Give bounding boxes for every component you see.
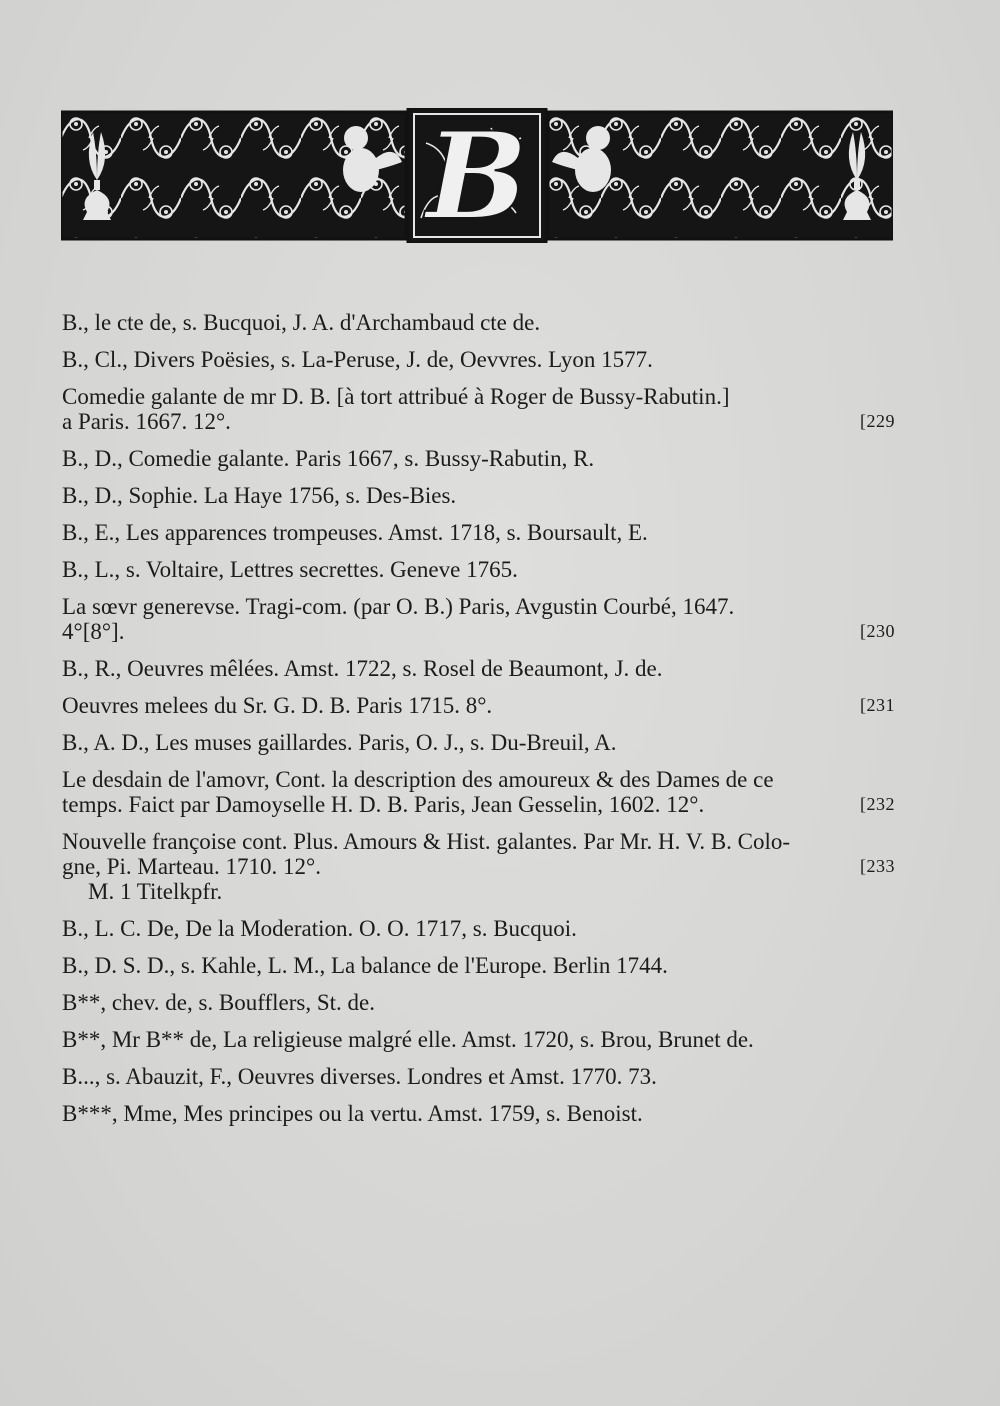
entry-line: 4°[8°]. [62, 619, 125, 644]
bibliography-entry [62, 557, 892, 582]
bibliography-entry [62, 730, 892, 755]
entry-line: Le desdain de l'amovr, Cont. la description des amoureux & des Dames de ce [62, 767, 774, 792]
entry-line: B., R., Oeuvres mêlées. Amst. 1722, s. Rosel de Beaumont, J. de. [62, 656, 663, 681]
entry-line: temps. Faict par Damoyselle H. D. B. Paris, Jean Gesselin, 1602. 12°. [62, 792, 705, 817]
entry-line: B**, chev. de, s. Boufflers, St. de. [62, 990, 376, 1015]
entry-line: B**, Mr B** de, La religieuse malgré elle. Amst. 1720, s. Brou, Brunet de. [62, 1027, 754, 1052]
bibliography-entry [62, 446, 892, 471]
bibliography-entry [62, 916, 892, 941]
entry-line: B., D. S. D., s. Kahle, L. M., La balance de l'Europe. Berlin 1744. [62, 953, 668, 978]
initial-letter: B [426, 108, 528, 243]
bibliography-entry [62, 1101, 892, 1126]
bibliography-entry [62, 767, 895, 817]
entry-reference-number: [229 [860, 411, 895, 431]
entry-line: B., L. C. De, De la Moderation. O. O. 1717, s. Bucquoi. [62, 916, 577, 941]
bibliography-entry [62, 829, 895, 904]
entry-line: Comedie galante de mr D. B. [à tort attribué à Roger de Bussy-Rabutin.] [62, 384, 730, 409]
entry-line: Nouvelle françoise cont. Plus. Amours & Hist. galantes. Par Mr. H. V. B. Colo- [62, 829, 791, 854]
bibliography-entry [62, 594, 895, 644]
bibliography-entry [62, 347, 892, 372]
entry-line: B..., s. Abauzit, F., Oeuvres diverses. Londres et Amst. 1770. 73. [62, 1064, 657, 1089]
entry-line: B., D., Sophie. La Haye 1756, s. Des-Bies. [62, 483, 457, 508]
bibliography-entry [62, 310, 892, 335]
ornamental-header-banner [61, 108, 893, 243]
entry-reference-number: [233 [860, 856, 895, 876]
bibliography-entry [62, 1064, 892, 1089]
bibliography-entry [62, 1027, 892, 1052]
bibliography-entry [62, 520, 892, 545]
bibliography-entry [62, 483, 892, 508]
floral-cherub-banner-icon [61, 108, 893, 243]
entry-line: B., E., Les apparences trompeuses. Amst. 1718, s. Boursault, E. [62, 520, 648, 545]
entry-line: B., D., Comedie galante. Paris 1667, s. Bussy-Rabutin, R. [62, 446, 595, 471]
entry-reference-number: [231 [860, 695, 895, 715]
bibliography-entry [62, 693, 895, 718]
entry-reference-number: [232 [860, 794, 895, 814]
entry-line: a Paris. 1667. 12°. [62, 409, 231, 434]
bibliography-entry [62, 656, 892, 681]
entry-line: B., A. D., Les muses gaillardes. Paris, O. J., s. Du-Breuil, A. [62, 730, 617, 755]
entry-reference-number: [230 [860, 621, 895, 641]
entry-line: Oeuvres melees du Sr. G. D. B. Paris 1715. 8°. [62, 693, 493, 718]
entry-line: B., Cl., Divers Poësies, s. La-Peruse, J. de, Oevvres. Lyon 1577. [62, 347, 653, 372]
entry-line: B., le cte de, s. Bucquoi, J. A. d'Archambaud cte de. [62, 310, 541, 335]
entry-line: gne, Pi. Marteau. 1710. 12°. [62, 854, 321, 879]
entry-line: La sœvr generevse. Tragi-com. (par O. B.) Paris, Avgustin Courbé, 1647. [62, 594, 735, 619]
entry-line: B., L., s. Voltaire, Lettres secrettes. Geneve 1765. [62, 557, 518, 582]
entry-note: M. 1 Titelkpfr. [88, 879, 223, 904]
bibliography-entry [62, 384, 895, 434]
bibliography-entry [62, 990, 892, 1015]
bibliography-entry [62, 953, 892, 978]
entry-line: B***, Mme, Mes principes ou la vertu. Amst. 1759, s. Benoist. [62, 1101, 643, 1126]
bibliography-entry-list [62, 310, 895, 1138]
